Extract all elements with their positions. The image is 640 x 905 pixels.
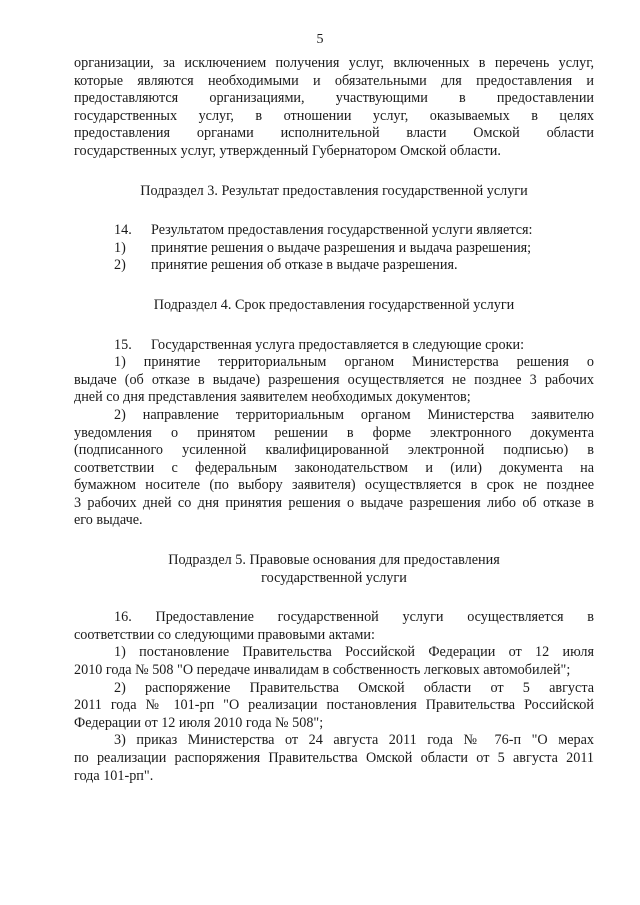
item-text: принятие решения о выдаче разрешения и выдача разрешения; [151,239,532,256]
text-line: 2011 года № 101-рп "О реализации постановления Правительства Российской [74,697,594,714]
list-item [74,257,594,275]
legal-act-2 [74,680,594,733]
paragraph-term-1 [74,354,594,407]
text-line: дней со дня представления заявителем необходимых документов; [74,389,471,406]
item-number: 14. [114,222,132,239]
legal-act-1 [74,644,594,679]
item-number: 1) [114,239,126,256]
text-line: года 101-рп". [74,767,154,784]
item-number: 15. [114,336,132,353]
intro-paragraph [74,55,594,161]
text-line: организации, за исключением получения услуг, включенных в перечень услуг, [74,55,594,71]
item-text: принятие решения об отказе в выдаче разрешения. [151,257,458,274]
subsection-3-heading: Подраздел 3. Результат предоставления государственной услуги [140,182,528,199]
text-line: которые являются необходимыми и обязательными для предоставления и [74,72,594,89]
text-line: бумажном носителе (по выбору заявителя) осуществляется в срок не позднее [74,477,594,494]
text-line: 1) постановление Правительства Российской Федерации от 12 июля [114,644,594,661]
paragraph-term-2 [74,407,594,530]
text-line: выдаче (об отказе в выдаче) разрешения осуществляется не позднее 3 рабочих [74,371,594,388]
list-item [74,240,594,258]
document-body [74,55,594,785]
text-line: 1) принятие территориальным органом Министерства решения о [114,354,594,371]
text-line: соответствии с федеральным законодательством и (или) документа на [74,459,594,476]
text-line: 2010 года № 508 "О передаче инвалидам в собственность легковых автомобилей"; [74,662,571,679]
text-line: государственных услуг, утвержденный Губернатором Омской области. [74,142,501,159]
text-line: государственных услуг, в отношении услуг, оказываемых в целях [74,107,594,124]
text-line: 3) приказ Министерства от 24 августа 2011 года № 76-п "О мерах [114,732,594,749]
text-line: уведомления о принятом решении в форме электронного документа [74,424,594,441]
text-line: предоставления органами исполнительной власти Омской области [74,125,594,142]
list-item [74,222,594,240]
text-line: предоставляются организациями, участвующими в предоставлении [74,90,594,107]
item-text: Результатом предоставления государственной услуги является: [151,222,533,239]
page-number: 5 [316,32,324,47]
text-line: соответствии со следующими правовыми актами: [74,626,375,643]
text-line: Федерации от 12 июля 2010 года № 508"; [74,714,324,731]
text-line: по реализации распоряжения Правительства Омской области от 5 августа 2011 [74,750,594,766]
paragraph-16 [74,609,594,644]
text-line: 2) направление территориальным органом Министерства заявителю [114,406,594,423]
item-number: 2) [114,257,126,274]
text-line: 16. Предоставление государственной услуги осуществляется в [114,609,594,626]
text-line: 3 рабочих дней со дня принятия решения о выдаче разрешения либо об отказе в [74,494,594,511]
text-line: 2) распоряжение Правительства Омской области от 5 августа [114,679,594,696]
list-item [74,337,594,355]
legal-act-3 [74,732,594,785]
item-text: Государственная услуга предоставляется в следующие сроки: [151,336,525,353]
subsection-4-heading: Подраздел 4. Срок предоставления государственной услуги [153,296,515,313]
text-line: (подписанного усиленной квалифицированной электронной подписью) в [74,442,594,459]
subsection-5-heading-cont: государственной услуги [261,569,407,586]
subsection-5-heading: Подраздел 5. Правовые основания для предоставления [168,552,500,569]
text-line: его выдаче. [74,512,143,529]
